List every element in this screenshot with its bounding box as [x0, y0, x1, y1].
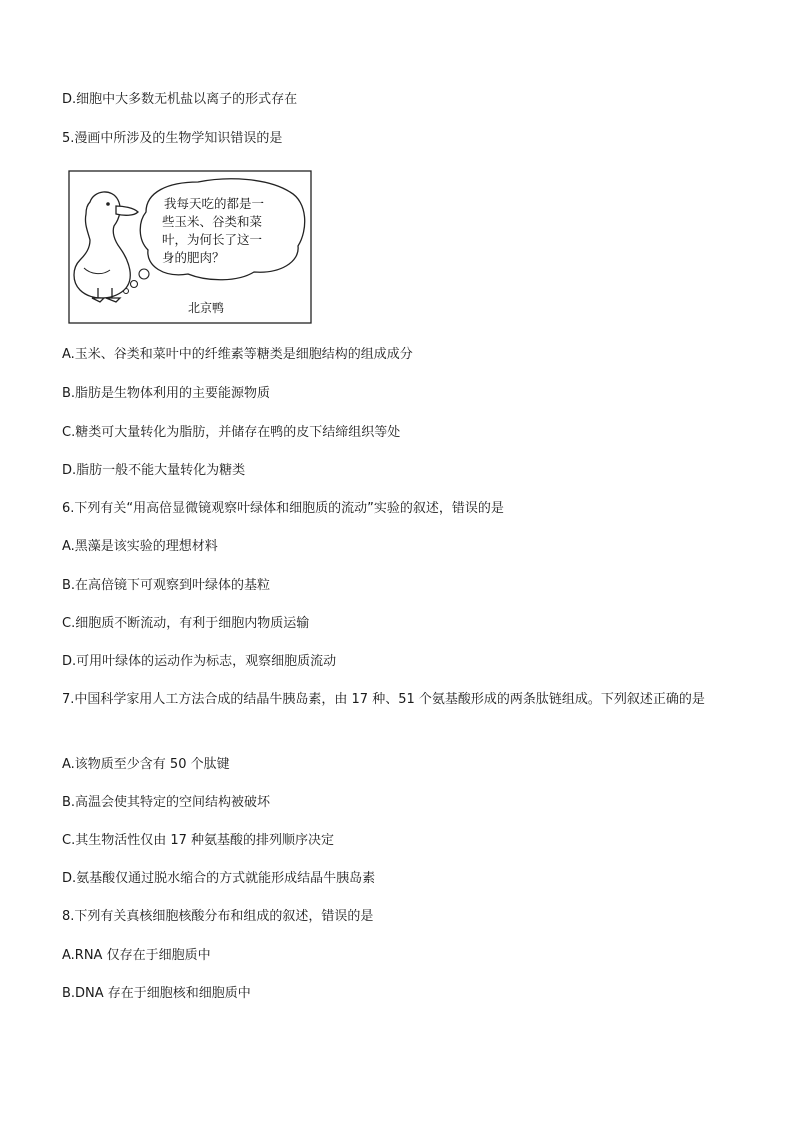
q7-option-a: A.该物质至少含有 50 个肽键 — [62, 757, 230, 772]
peking-duck-cartoon — [68, 170, 312, 324]
cartoon-caption: 北京鸭 — [188, 301, 225, 315]
bubble-line-2: 些玉米、谷类和菜 — [162, 214, 263, 229]
q7-option-c: C.其生物活性仅由 17 种氨基酸的排列顺序决定 — [62, 833, 335, 848]
q7-option-d: D.氨基酸仅通过脱水缩合的方式就能形成结晶牛胰岛素 — [62, 871, 376, 886]
q6-option-c: C.细胞质不断流动，有利于细胞内物质运输 — [62, 616, 310, 631]
q5-option-d: D.脂肪一般不能大量转化为糖类 — [62, 463, 246, 478]
q4-option-d: D.细胞中大多数无机盐以离子的形式存在 — [62, 92, 298, 107]
q5-option-b: B.脂肪是生物体利用的主要能源物质 — [62, 386, 271, 401]
q8-option-a: A.RNA 仅存在于细胞质中 — [62, 948, 211, 963]
q5-option-a: A.玉米、谷类和菜叶中的纤维素等糖类是细胞结构的组成成分 — [62, 347, 413, 362]
q5-option-c: C.糖类可大量转化为脂肪，并储存在鸭的皮下结缔组织等处 — [62, 425, 401, 440]
bubble-line-4: 身的肥肉？ — [162, 250, 225, 265]
q7-stem: 7.中国科学家用人工方法合成的结晶牛胰岛素，由 17 种、51 个氨基酸形成的两条肽链组成。下列叙述正确的是 — [62, 692, 705, 707]
q6-option-d: D.可用叶绿体的运动作为标志，观察细胞质流动 — [62, 654, 337, 669]
q6-stem: 6.下列有关“用高倍显微镜观察叶绿体和细胞质的流动”实验的叙述，错误的是 — [62, 501, 504, 516]
q8-option-b: B.DNA 存在于细胞核和细胞质中 — [62, 986, 251, 1001]
bubble-line-1: 我每天吃的都是一 — [164, 196, 265, 211]
q5-stem: 5.漫画中所涉及的生物学知识错误的是 — [62, 131, 283, 146]
bubble-line-3: 叶，为何长了这一 — [162, 232, 263, 247]
q8-stem: 8.下列有关真核细胞核酸分布和组成的叙述，错误的是 — [62, 909, 374, 924]
q6-option-a: A.黑藻是该实验的理想材料 — [62, 539, 218, 554]
q6-option-b: B.在高倍镜下可观察到叶绿体的基粒 — [62, 578, 271, 593]
q7-option-b: B.高温会使其特定的空间结构被破坏 — [62, 795, 271, 810]
